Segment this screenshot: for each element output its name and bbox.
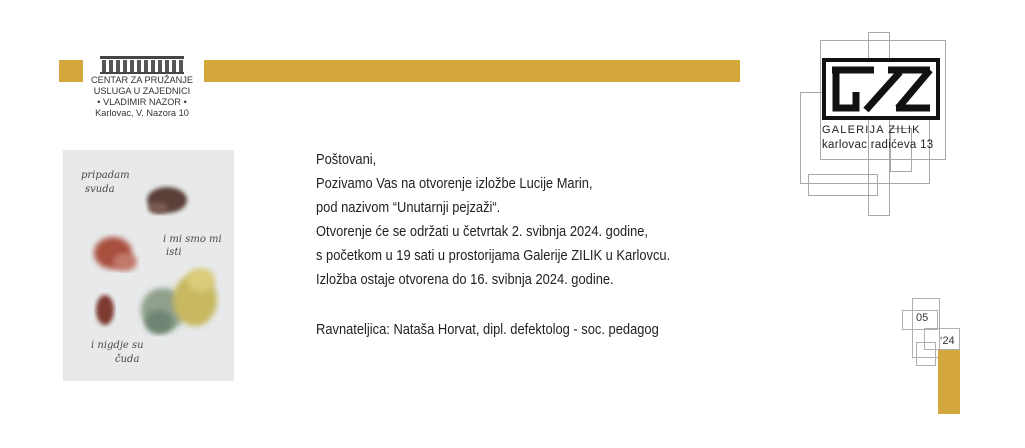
painting-image	[63, 150, 234, 381]
date-year: ‘24	[940, 335, 955, 347]
letter-line: pod nazivom “Unutarnji pejzaži“.	[316, 199, 501, 216]
letter-line: s početkom u 19 sati u prostorijama Galerije ZILIK u Karlovcu.	[316, 247, 671, 264]
gz-monogram-icon	[822, 58, 940, 120]
center-address: Karlovac, V. Nazora 10	[95, 108, 189, 118]
center-logo	[86, 56, 198, 119]
letter-line: Pozivamo Vas na otvorenje izložbe Lucije Marin,	[316, 175, 593, 192]
gallery-title: GALERIJA ZILIK	[822, 124, 921, 136]
colonnade-icon	[100, 56, 184, 74]
date-badge	[902, 298, 962, 416]
header-bar-main	[204, 60, 740, 82]
date-month: 05	[916, 312, 929, 324]
gallery-address: karlovac radićeva 13	[822, 139, 934, 151]
handwriting-word: čuda	[115, 354, 140, 365]
handwriting-word: i nigdje su	[91, 340, 144, 351]
letter-line: Otvorenje će se održati u četvrtak 2. svibnja 2024. godine,	[316, 223, 649, 240]
date-accent-bar	[938, 350, 960, 414]
gallery-logo	[800, 28, 950, 218]
salutation: Poštovani,	[316, 151, 377, 168]
handwriting-word: pripadam	[81, 170, 130, 181]
handwriting-word: isti	[166, 247, 182, 258]
center-name-line-1: CENTAR ZA PRUŽANJE	[91, 75, 193, 85]
invitation-letter	[316, 148, 786, 342]
signature-line: Ravnateljica: Nataša Horvat, dipl. defektolog - soc. pedagog	[316, 321, 659, 338]
handwriting-word: i mi smo mi	[163, 234, 222, 245]
handwriting-word: svuda	[85, 184, 115, 195]
letter-line: Izložba ostaje otvorena do 16. svibnja 2024. godine.	[316, 271, 614, 288]
header-bar-left	[59, 60, 83, 82]
center-name-line-3: • VLADIMIR NAZOR •	[97, 97, 187, 107]
center-name-line-2: USLUGA U ZAJEDNICI	[93, 86, 191, 96]
